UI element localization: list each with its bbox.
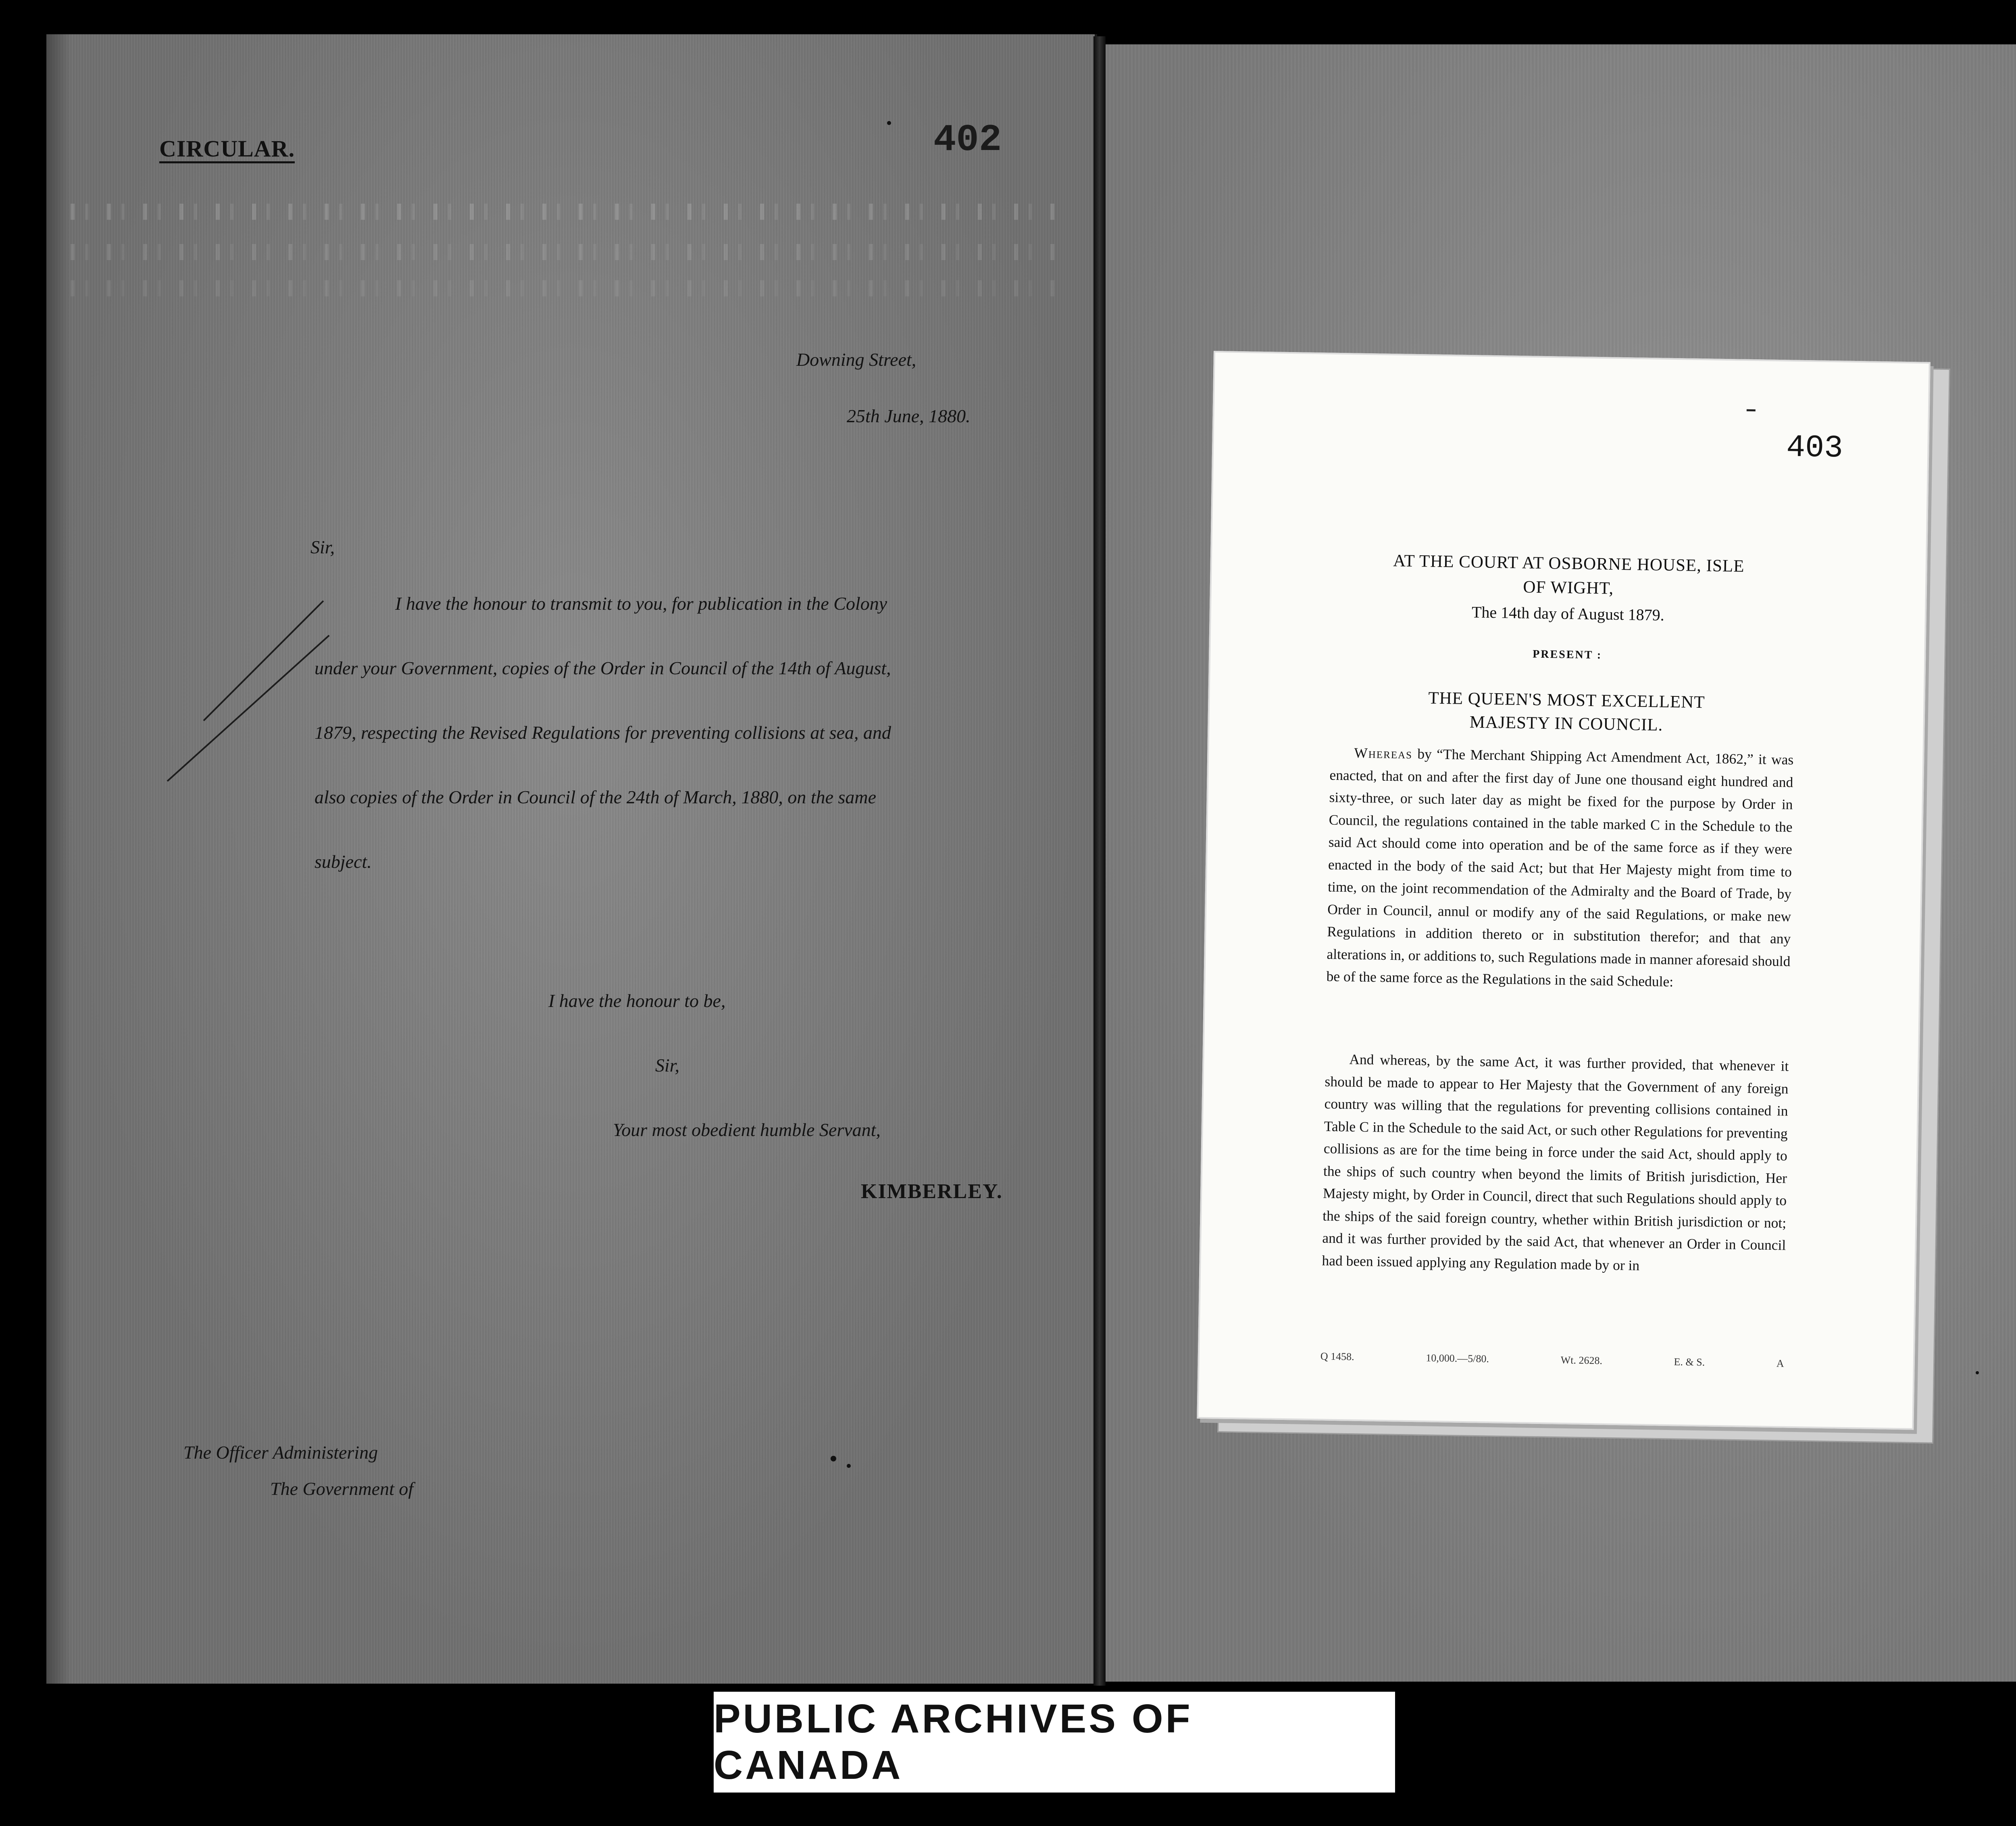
signature: KIMBERLEY. xyxy=(861,1180,1003,1203)
imprint-printer: E. & S. xyxy=(1674,1356,1705,1368)
address-line-1: Downing Street, xyxy=(796,349,916,370)
paragraph-1-text: by “The Merchant Shipping Act Amendment Act, 1862,” it was enacted, that on and after the first day of June one thousand eight hundred and sixty-three, or such later day as might be fixed for the purpose by Order in Council, the regulations contained in the table marked C in the Schedule to the said Act should come into operation and be of the same force as if they were enacted in the body of the said Act; but that Her Majesty might from time to time, on the joint recommendation of the Admiralty and the Board of Trade, by Order in Council, annul or modify any of the said Regulations, or make new Regulations in addition thereto or in substitution therefor; and that any alterations in, or additions to, such Regulations made in manner aforesaid should be of the same force as the Regulations in the said Schedule: xyxy=(1326,746,1794,990)
scan-speck xyxy=(1976,1371,1979,1374)
bleed-through-band xyxy=(71,244,1062,260)
order-paragraph-2: And whereas, by the same Act, it was further provided, that whenever it should be made to appear to Her Majesty that the Government of any foreign country was willing that the regulations for preventing collisions contained in Table C in the Schedule to the said Act, or such other Regulations for preventing collisions as are for the time being in force under the said Act, should apply to the ships of such country when beyond the limits of British jurisdiction, Her Majesty might, by Order in Council, direct that such Regulations should apply to the ships of the said foreign country, whether within British jurisdiction or not; and it was further provided by the said Act, that whenever an Order in Council had been issued applying any Regulation made by or in xyxy=(1322,1051,1789,1274)
closing-line-1: I have the honour to be, xyxy=(548,990,726,1011)
addressee-line-1: The Officer Administering xyxy=(183,1442,378,1463)
paragraph-lead-word: Whereas xyxy=(1354,744,1413,762)
archive-label-text: PUBLIC ARCHIVES OF CANADA xyxy=(714,1696,1193,1788)
imprint-run: 10,000.—5/80. xyxy=(1426,1352,1489,1365)
left-page xyxy=(46,34,1097,1684)
scan-speck xyxy=(831,1456,836,1461)
closing-line-2: Sir, xyxy=(655,1055,680,1076)
pen-tick xyxy=(1747,409,1756,411)
order-paragraph-1 xyxy=(1326,742,1793,995)
present-label: PRESENT : xyxy=(1533,648,1602,662)
order-date: The 14th day of August 1879. xyxy=(1471,603,1665,624)
margin-pen-stroke xyxy=(167,635,330,782)
printer-imprint xyxy=(1320,1350,1784,1370)
imprint-warrant: Wt. 2628. xyxy=(1560,1354,1603,1367)
body-line-4: also copies of the Order in Council of the 24th of March, 1880, on the same xyxy=(314,787,877,807)
scan-speck xyxy=(847,1464,851,1468)
signature-mark: A xyxy=(1776,1357,1784,1370)
page-number-left: 402 xyxy=(933,119,1002,162)
archive-label xyxy=(714,1692,1395,1793)
bleed-through-band xyxy=(71,280,1062,296)
closing-line-3: Your most obedient humble Servant, xyxy=(613,1119,881,1140)
body-line-1: I have the honour to transmit to you, for publication in the Colony xyxy=(395,593,887,614)
body-line-5: subject. xyxy=(314,851,372,872)
queen-in-council-heading: THE QUEEN'S MOST EXCELLENT MAJESTY IN COUNCIL. xyxy=(1428,688,1705,735)
book-gutter xyxy=(1093,36,1106,1686)
scan-speck xyxy=(887,121,891,125)
margin-pen-stroke xyxy=(203,600,324,721)
left-page-edge xyxy=(46,34,71,1684)
body-line-2: under your Government, copies of the Order in Council of the 14th of August, xyxy=(314,658,891,678)
salutation: Sir, xyxy=(310,537,335,557)
page-number-right: 403 xyxy=(1786,430,1843,467)
pasted-printed-leaf xyxy=(1197,351,1930,1430)
court-heading: AT THE COURT AT OSBORNE HOUSE, ISLE OF WIGHT, xyxy=(1393,551,1745,598)
circular-heading: CIRCULAR. xyxy=(159,135,295,162)
address-line-2: 25th June, 1880. xyxy=(847,406,971,426)
imprint-code: Q 1458. xyxy=(1320,1350,1354,1363)
bleed-through-band xyxy=(71,204,1062,220)
addressee-line-2: The Government of xyxy=(270,1478,414,1499)
body-line-3: 1879, respecting the Revised Regulations for preventing collisions at sea, and xyxy=(314,722,891,743)
